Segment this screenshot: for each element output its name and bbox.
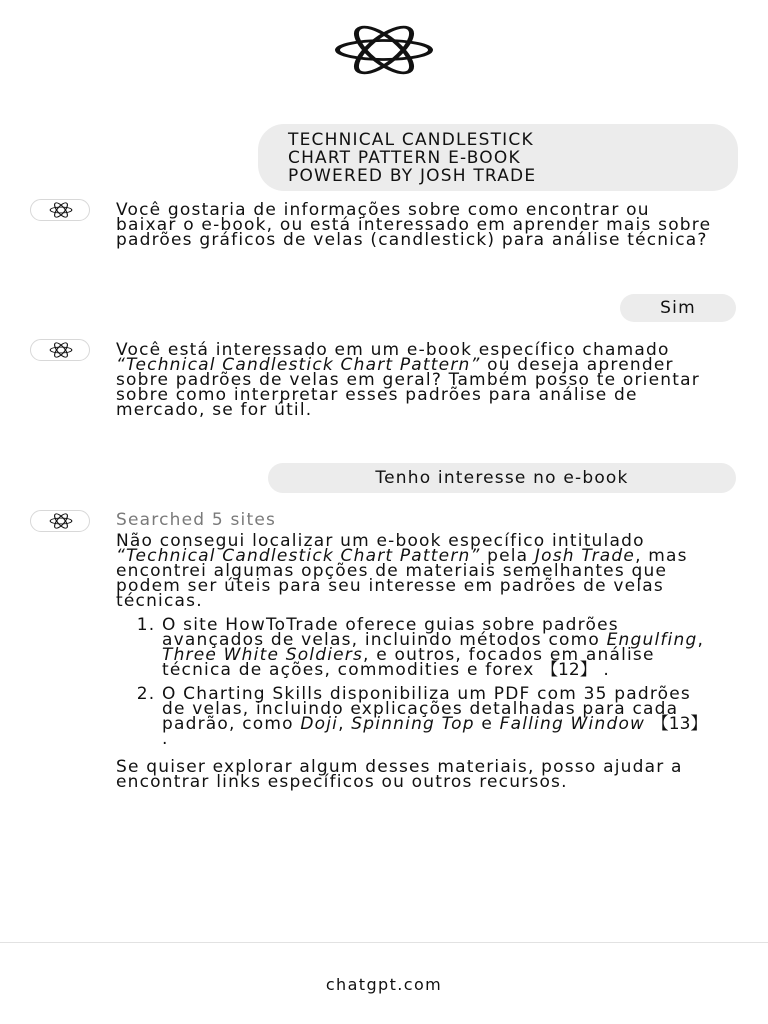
assistant-message-3-intro: Não consegui localizar um e-book específico intitulado “Technical Candlestick Chart Pattern” pela Josh Trade, mas encontrei algumas opções de materiais semelhantes que podem ser úteis para seu interesse em padrões de velas técnicas. bbox=[116, 531, 688, 611]
searched-sites-toggle[interactable]: Searched 5 sites bbox=[116, 510, 277, 530]
user-message-3: Tenho interesse no e-book bbox=[268, 463, 736, 493]
assistant-avatar bbox=[30, 510, 90, 532]
assistant-message-3-outro: Se quiser explorar algum desses materiais, posso ajudar a encontrar links específicos ou outros recursos. bbox=[116, 757, 683, 792]
assistant-avatar bbox=[30, 199, 90, 221]
list-item: 2. O Charting Skills disponibiliza um PDF com 35 padrões de velas, incluindo explicações detalhadas para cada padrão, como Doji, Spinning Top e Falling Window 【13】 . bbox=[162, 687, 716, 747]
assistant-message-2 bbox=[116, 340, 716, 420]
openai-logo-icon bbox=[49, 201, 73, 219]
user-message-1: TECHNICAL CANDLESTICK CHART PATTERN E-BOOK POWERED BY JOSH TRADE bbox=[258, 124, 738, 191]
assistant-message-2-text: Você está interessado em um e-book específico chamado “Technical Candlestick Chart Pattern” ou deseja aprender sobre padrões de velas em geral? Também posso te orientar sobre como interpretar esses padrões para análise de mercado, se for útil. bbox=[116, 340, 700, 420]
assistant-avatar bbox=[30, 339, 90, 361]
list-item: 1. O site HowToTrade oferece guias sobre padrões avançados de velas, incluindo métodos como Engulfing, Three White Soldiers, e outros, focados em análise técnica de ações, commodities e forex 【12】 . bbox=[162, 618, 716, 678]
assistant-message-1-text: Você gostaria de informações sobre como encontrar ou baixar o e-book, ou está interessado em aprender mais sobre padrões gráficos de velas (candlestick) para análise técnica? bbox=[116, 200, 712, 250]
user-message-2: Sim bbox=[620, 294, 736, 322]
sources-list bbox=[116, 615, 716, 749]
openai-logo-icon bbox=[330, 20, 438, 80]
citation-link[interactable]: 【12】 bbox=[541, 660, 597, 680]
assistant-message-3 bbox=[116, 510, 716, 792]
openai-logo-icon bbox=[49, 341, 73, 359]
footer-domain: chatgpt.com bbox=[325, 975, 443, 994]
citation-link[interactable]: 【13】 bbox=[651, 714, 708, 734]
openai-logo-icon bbox=[49, 512, 73, 530]
footer-divider bbox=[0, 942, 768, 943]
assistant-message-1 bbox=[116, 200, 716, 250]
